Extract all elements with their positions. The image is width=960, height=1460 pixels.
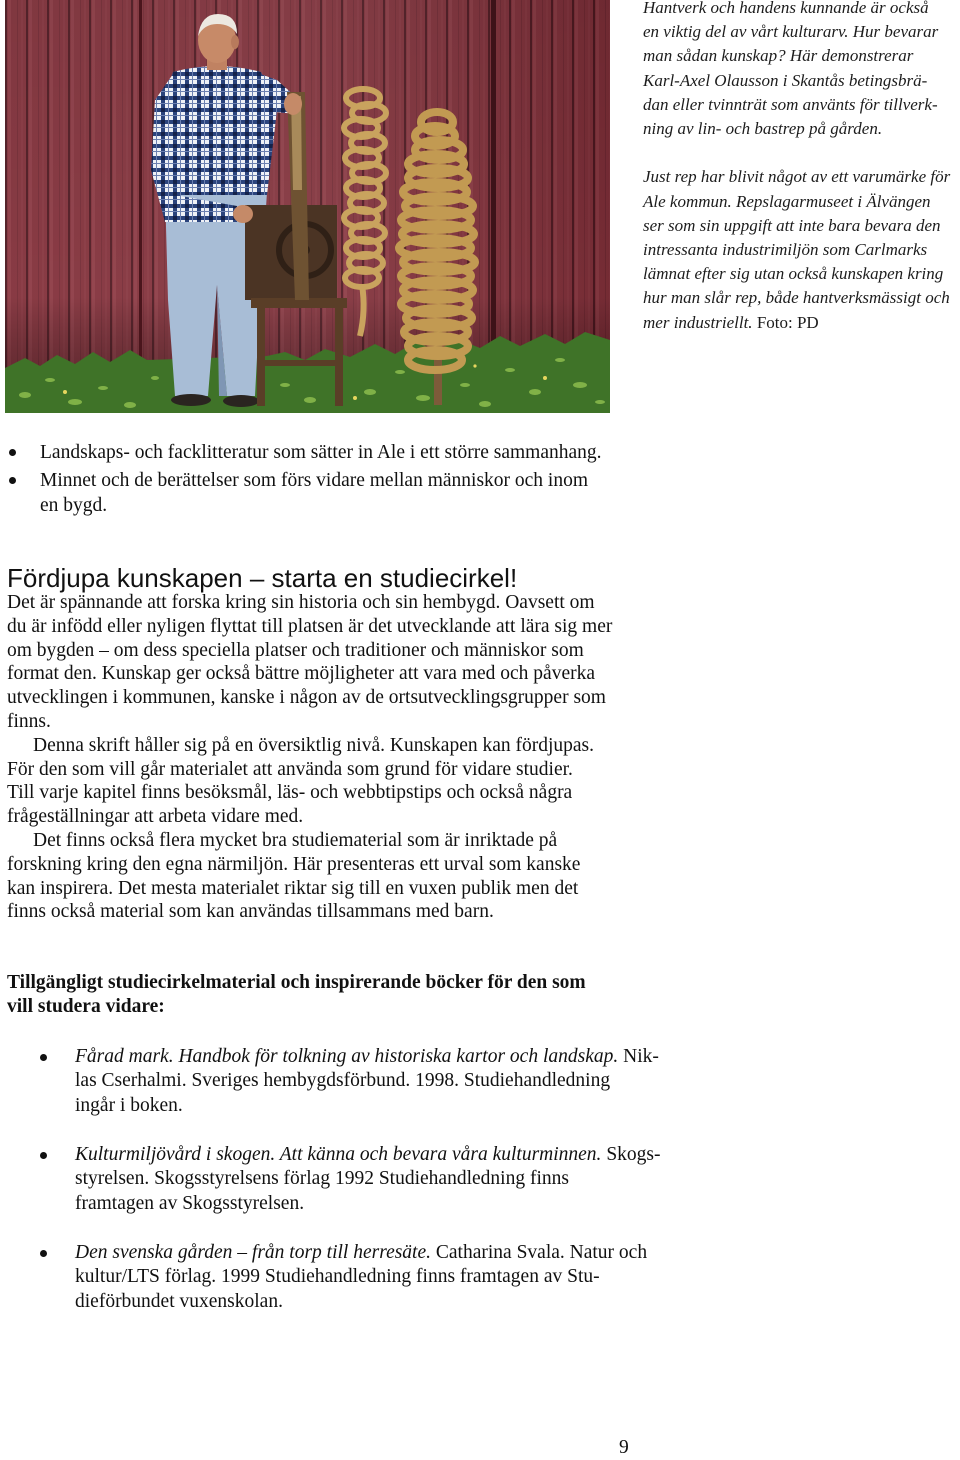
book-details-line: ingår i boken.	[75, 1094, 183, 1116]
man-shoe	[171, 394, 211, 406]
caption-paragraph	[643, 165, 955, 334]
section-heading: Fördjupa kunskapen – starta en studiecirkel!	[7, 563, 518, 593]
caption-line: lämnat efter sig utan också kunskapen kring	[643, 264, 944, 284]
book-title: Den svenska gården – från torp till herresäte.	[75, 1241, 432, 1263]
man-shoe	[223, 395, 259, 407]
paragraph-line: finns.	[7, 710, 51, 732]
caption-line: Ale kommun. Repslagarmuseet i Älvängen	[643, 191, 931, 211]
caption-last-line	[643, 311, 955, 335]
book-details-line: las Cserhalmi. Sveriges hembygdsförbund. 1998. Studiehandledning	[75, 1070, 611, 1092]
paragraph-line: För den som vill går materialet att använda som grund för vidare studier.	[7, 758, 573, 780]
list-item	[0, 440, 700, 465]
stand-leg	[257, 308, 265, 406]
reading-list-item-first-line	[75, 1045, 760, 1070]
man-left-hand	[233, 205, 253, 223]
paragraph	[7, 734, 707, 829]
reading-list	[0, 1045, 760, 1339]
paragraph-line: du är infödd eller nyligen flyttat till platsen är det utvecklande att lära sig mer	[7, 615, 613, 637]
photo-credit: Foto: PD	[756, 312, 819, 332]
book-details: Catharina Svala. Natur och	[435, 1241, 648, 1263]
book-title: Kulturmiljövård i skogen. Att känna och bevara våra kulturminnen.	[75, 1143, 602, 1165]
paragraph-line: Det finns också flera mycket bra studiematerial som är inriktade på	[33, 829, 558, 851]
section-body	[7, 591, 707, 924]
bullet-icon	[9, 449, 16, 456]
photo-caption	[643, 0, 955, 335]
list-item-text: Landskaps- och facklitteratur som sätter in Ale i ett större sammanhang.	[40, 441, 602, 463]
caption-line: Hantverk och handens kunnande är också	[643, 0, 929, 17]
heading-line: vill studera vidare:	[7, 996, 165, 1017]
list-item	[0, 468, 700, 518]
heading-line: Tillgängligt studiecirkelmaterial och inspirerande böcker för den som	[7, 972, 586, 993]
caption-line: ning av lin- och bastrep på gården.	[643, 119, 883, 139]
paragraph-line: Till varje kapitel finns besöksmål, läs- och webbtipstips och också några	[7, 782, 573, 804]
paragraph-line: om bygden – om dess speciella platser och traditioner och människor som	[7, 639, 584, 661]
paragraph-line: kan inspirera. Det mesta materialet riktar sig till en vuxen publik men det	[7, 877, 579, 899]
reading-list-item	[0, 1143, 760, 1217]
paragraph	[7, 591, 707, 734]
paragraph-line: utvecklingen i kommunen, kanske i någon av de ortsutvecklingsgrupper som	[7, 687, 606, 709]
page-number: 9	[619, 1437, 629, 1458]
caption-line: man sådan kunskap? Här demonstrerar	[643, 46, 914, 66]
book-details-line: framtagen av Skogsstyrelsen.	[75, 1192, 305, 1214]
caption-line: hur man slår rep, både hantverksmässigt och	[643, 288, 950, 308]
caption-line: dan eller tvinnträt som använts för tillverk-	[643, 94, 938, 114]
bullet-icon	[40, 1250, 47, 1257]
book-details-line: kultur/LTS förlag. 1999 Studiehandledning finns framtagen av Stu-	[75, 1266, 600, 1288]
paragraph-line: finns också material som kan användas tillsammans med barn.	[7, 901, 494, 923]
caption-paragraph	[643, 0, 955, 141]
book-details: Skogs-	[606, 1143, 661, 1165]
paragraph-line: Det är spännande att forska kring sin historia och sin hembygd. Oavsett om	[7, 592, 595, 613]
list-item-text: Minnet och de berättelser som förs vidare mellan människor och inom	[40, 469, 589, 491]
door-edge-left	[139, 0, 142, 360]
bullet-icon	[9, 477, 16, 484]
caption-text: mer industriellt.	[643, 312, 753, 332]
reading-list-item-first-line	[75, 1143, 760, 1168]
book-details-line: styrelsen. Skogsstyrelsens förlag 1992 Studiehandledning finns	[75, 1168, 569, 1190]
list-item-text: en bygd.	[40, 494, 108, 516]
reading-list-item-first-line	[75, 1241, 760, 1266]
bullet-icon	[40, 1054, 47, 1061]
book-title: Fårad mark. Handbok för tolkning av historiska kartor och landskap.	[75, 1045, 619, 1067]
stand-leg	[335, 308, 343, 406]
caption-paragraph-gap	[643, 141, 955, 165]
intro-bullet-list	[0, 440, 700, 518]
paragraph-line: Denna skrift håller sig på en översiktlig nivå. Kunskapen kan fördjupas.	[33, 734, 595, 756]
caption-line: Just rep har blivit något av ett varumärke för	[643, 167, 951, 187]
reading-list-item	[0, 1241, 760, 1315]
device-box	[245, 205, 337, 300]
caption-line: ser som sin uppgift att inte bara bevara den	[643, 215, 941, 235]
book-details: Nik-	[623, 1045, 659, 1067]
paragraph	[7, 829, 707, 924]
reading-list-item	[0, 1045, 760, 1119]
reading-list-heading	[7, 971, 707, 1019]
photo	[5, 0, 610, 413]
door-edge	[491, 0, 496, 345]
caption-line: intressanta industrimiljön som Carlmarks	[643, 240, 928, 260]
stand-crossbar	[257, 360, 343, 366]
bullet-icon	[40, 1152, 47, 1159]
paragraph-line: frågeställningar att arbeta vidare med.	[7, 806, 304, 828]
paragraph-line: format den. Kunskap ger också bättre möjligheter att vara med och påverka	[7, 663, 596, 685]
paragraph-line: forskning kring den egna närmiljön. Här presenteras ett urval som kanske	[7, 853, 581, 875]
book-details-line: dieförbundet vuxenskolan.	[75, 1290, 283, 1312]
caption-line: Karl-Axel Olausson i Skantås betingsbrä-	[643, 70, 928, 90]
man-ear	[231, 35, 239, 49]
caption-line: en viktig del av vårt kulturarv. Hur bevarar	[643, 22, 939, 42]
man-right-hand	[284, 93, 302, 115]
